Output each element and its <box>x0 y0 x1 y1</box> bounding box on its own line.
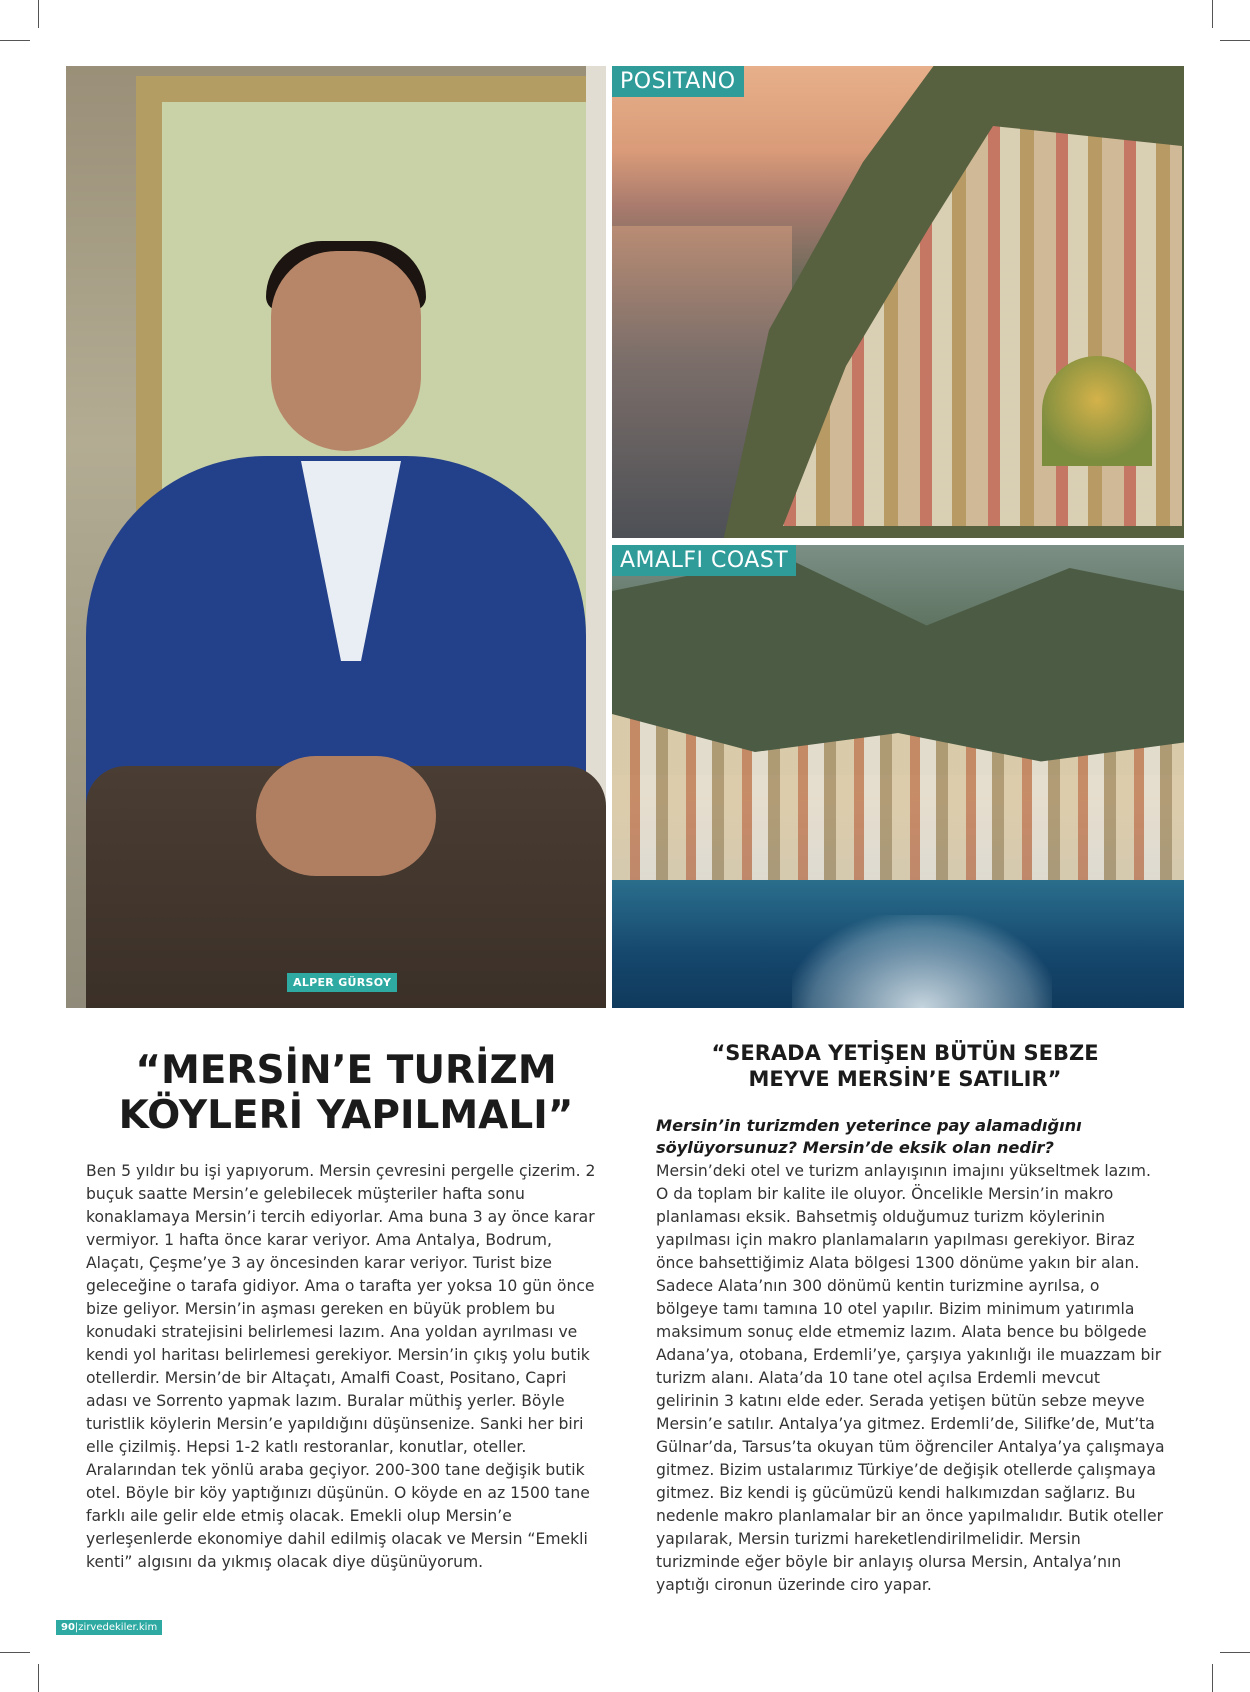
page-number: 90 <box>61 1622 75 1633</box>
crop-mark <box>0 1652 30 1653</box>
page-folio <box>56 1620 162 1635</box>
left-headline <box>86 1048 606 1138</box>
right-column <box>656 1115 1166 1597</box>
church-dome <box>1042 356 1152 466</box>
folio-separator: | <box>74 1622 79 1633</box>
left-headline-line2: KÖYLERİ YAPILMALI” <box>118 1093 574 1138</box>
face <box>271 251 421 451</box>
crop-mark <box>38 1664 39 1692</box>
left-body-text: Ben 5 yıldır bu işi yapıyorum. Mersin çevresini pergelle çizerim. 2 buçuk saatte Mersin’e gelebilecek müşteriler hafta sonu konaklamaya Mersin’i tercih ediyorlar. Ama buna 3 ay önce karar vermiyor. 1 hafta önce karar veriyor. Ama Antalya, Bodrum, Alaçatı, Çeşme’ye 3 ay öncesinden karar veriyor. Turist bize geleceğine o tarafa gidiyor. Ama o tarafta yer yoksa 10 gün önce bize geliyor. Mersin’in aşması gereken en büyük problem bu konudaki stratejisini belirlemesi lazım. Ana yoldan ayrılması ve kendi yol haritası belirlemesi gerekiyor. Mersin’in çıkış yolu butik otellerdir. Mersin’de bir Altaçatı, Amalfi Coast, Positano, Capri adası ve Sorrento yapmak lazım. Buralar müthiş yerler. Böyle turistlik köylerin Mersin’e yapıldığını düşünsenize. Sanki her biri elle çizilmiş. Hepsi 1-2 katlı restoranlar, konutlar, oteller. Aralarından tek yönlü araba geçiyor. 200-300 tane değişik butik otel. Böyle bir köy yaptığınızı düşünün. O köyde en az 1500 tane farklı aile gelir elde etmiş olacak. Emekli olup Mersin’e yerleşenlerde ekonomiye dahil edilmiş olacak ve Mersin “Emekli kenti” algısını da yıkmış olacak diye düşünüyorum. <box>86 1162 596 1571</box>
photo-credit: ALPER GÜRSOY <box>287 973 397 992</box>
boat-wake <box>792 915 1052 1008</box>
crop-mark <box>1220 40 1250 41</box>
interview-answer: Mersin’deki otel ve turizm anlayışının imajını yükseltmek lazım. O da toplam bir kalite ile oluyor. Öncelikle Mersin’in makro planlaması eksik. Bahsetmiş olduğumuz turizm köylerinin yapılması için makro planlamaların yapılması gerekiyor. Biraz önce bahsettiğimiz Alata bölgesi 1300 dönüme yakın bir alan. Sadece Alata’nın 300 dönümü kentin turizmine ayrılsa, o bölgeye tamı tamına 10 otel yapılır. Bizim minimum yatırımla maksimum sonuç elde etmemiz lazım. Alata bence bu bölgede Adana’ya, otobana, Erdemli’ye, çarşıya yakınlığı ile muazzam bir turizm alanı. Alata’da 10 tane otel açılsa Erdemli mevcut gelirinin 3 katını elde eder. Serada yetişen bütün sebze meyve Mersin’e satılır. Antalya’ya gitmez. Erdemli’de, Silifke’de, Mut’ta Gülnar’da, Tarsus’ta okuyan tüm öğrenciler Antalya’ya çalışmaya gitmez. Bizim ustalarımız Türkiye’de değişik otellerde çalışmaya gitmez. Biz kendi iş gücümüzü kendi halkımızdan sağlarız. Bu nedenle makro planlamalar bir an önce yapılmalıdır. Butik oteller yapılarak, Mersin turizmi hareketlendirilmelidir. Mersin turizminde eğer böyle bir anlayış olursa Mersin, Antalya’nın yaptığı cironun üzerinde ciro yapar. <box>656 1162 1165 1594</box>
clasped-hands <box>256 756 436 876</box>
crop-mark <box>1212 0 1213 28</box>
right-headline-line1: “SERADA YETİŞEN BÜTÜN SEBZE <box>711 1041 1099 1065</box>
crop-mark <box>1220 1652 1250 1653</box>
right-headline <box>640 1040 1170 1092</box>
positano-photo <box>612 66 1184 538</box>
interview-question: Mersin’in turizmden yeterince pay alamadığını söylüyorsunuz? Mersin’de eksik olan nedir? <box>656 1116 1082 1157</box>
crop-mark <box>1212 1664 1213 1692</box>
crop-mark <box>38 0 39 28</box>
amalfi-coast-photo <box>612 545 1184 1008</box>
portrait-photo <box>66 66 606 1008</box>
crop-mark <box>0 40 30 41</box>
site-name: zirvedekiler.kim <box>78 1622 158 1633</box>
photo-label-positano: POSITANO <box>612 66 744 97</box>
right-headline-line2: MEYVE MERSİN’E SATILIR” <box>748 1067 1062 1091</box>
left-headline-line1: “MERSİN’E TURİZM <box>135 1048 557 1093</box>
photo-label-amalfi-coast: AMALFI COAST <box>612 545 796 576</box>
